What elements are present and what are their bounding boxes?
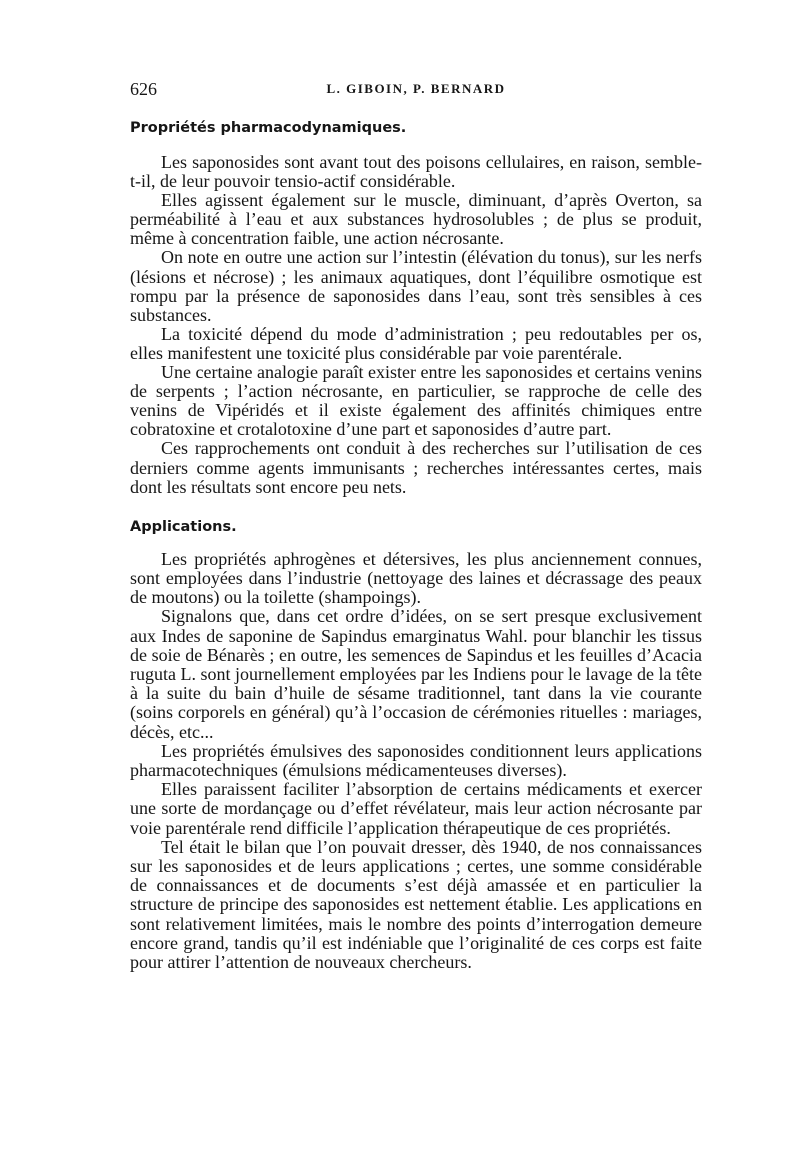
paragraph: Une certaine analogie paraît exister entre les saponosides et certains venins de serpents ; l’action nécrosante, en particulier, se rapproche de celle des venins de Vipéridés et il existe également des affinités chimiques entre cobratoxine et crotalotoxine d’une part et saponosides d’autre part.: [130, 362, 702, 440]
paragraph: Les propriétés aphrogènes et détersives, les plus anciennement connues, sont employées dans l’industrie (nettoyage des laines et décrassage des peaux de moutons) ou la toilette (shampoings).: [130, 548, 702, 608]
paragraph: Les saponosides sont avant tout des poisons cellulaires, en raison, semble-t-il, de leur pouvoir tensio-actif considérable.: [130, 152, 702, 192]
section-heading: Propriétés pharmacodynamiques.: [130, 120, 407, 136]
section-applications: [130, 515, 702, 972]
page-number: 626: [130, 79, 157, 99]
running-title: L. GIBOIN, P. BERNARD: [326, 81, 506, 96]
paragraph: Les propriétés émulsives des saponosides conditionnent leurs applications pharmacotechniques (émulsions médicamenteuses diverses).: [130, 740, 702, 780]
running-head: [130, 79, 702, 101]
paragraph: La toxicité dépend du mode d’administration ; peu redoutables per os, elles manifestent une toxicité plus considérable par voie parentérale.: [130, 323, 702, 363]
paragraph: On note en outre une action sur l’intestin (élévation du tonus), sur les nerfs (lésions et nécrose) ; les animaux aquatiques, dont l’équilibre osmotique est rompu par la présence de saponosides dans l’eau, sont très sensibles à ces substances.: [130, 247, 702, 325]
section-heading: Applications.: [130, 518, 237, 535]
paragraph: Signalons que, dans cet ordre d’idées, on se sert presque exclusivement aux Indes de saponine de Sapindus emarginatus Wahl. pour blanchir les tissus de soie de Bénarès ; en outre, les semences de Sapindus et les feuilles d’Acacia ruguta L. sont journellement employées par les Indiens pour le lavage de la tête à la suite du bain d’huile de sésame traditionnel, tant dans la vie courante (soins corporels en général) qu’à l’occasion de cérémonies rituelles : mariages, décès, etc...: [130, 606, 702, 742]
paragraph: Elles agissent également sur le muscle, diminuant, d’après Overton, sa perméabilité à l’eau et aux substances hydrosolubles ; de plus se produit, même à concentration faible, une action nécrosante.: [130, 190, 702, 249]
body-text: [130, 116, 702, 972]
paragraph: Tel était le bilan que l’on pouvait dresser, dès 1940, de nos connaissances sur les saponosides et de leurs applications ; certes, une somme considérable de connaissances et de documents s’est déjà amassée et en particulier la structure de principe des saponosides est nettement établie. Les applications en sont relativement limitées, mais le nombre des points d’interrogation demeure encore grand, tandis qu’il est indéniable que l’originalité de ces corps est faite pour attirer l’attention de nouveaux chercheurs.: [130, 836, 702, 972]
paragraph: Elles paraissent faciliter l’absorption de certains médicaments et exercer une sorte de mordançage ou d’effet révélateur, mais leur action nécrosante par voie parentérale rend difficile l’application thérapeutique de ces propriétés.: [130, 779, 702, 838]
section-pharmacodynamics: [130, 116, 702, 497]
paragraph: Ces rapprochements ont conduit à des recherches sur l’utilisation de ces derniers comme agents immunisants ; recherches intéressantes certes, mais dont les résultats sont encore peu nets.: [130, 438, 702, 497]
